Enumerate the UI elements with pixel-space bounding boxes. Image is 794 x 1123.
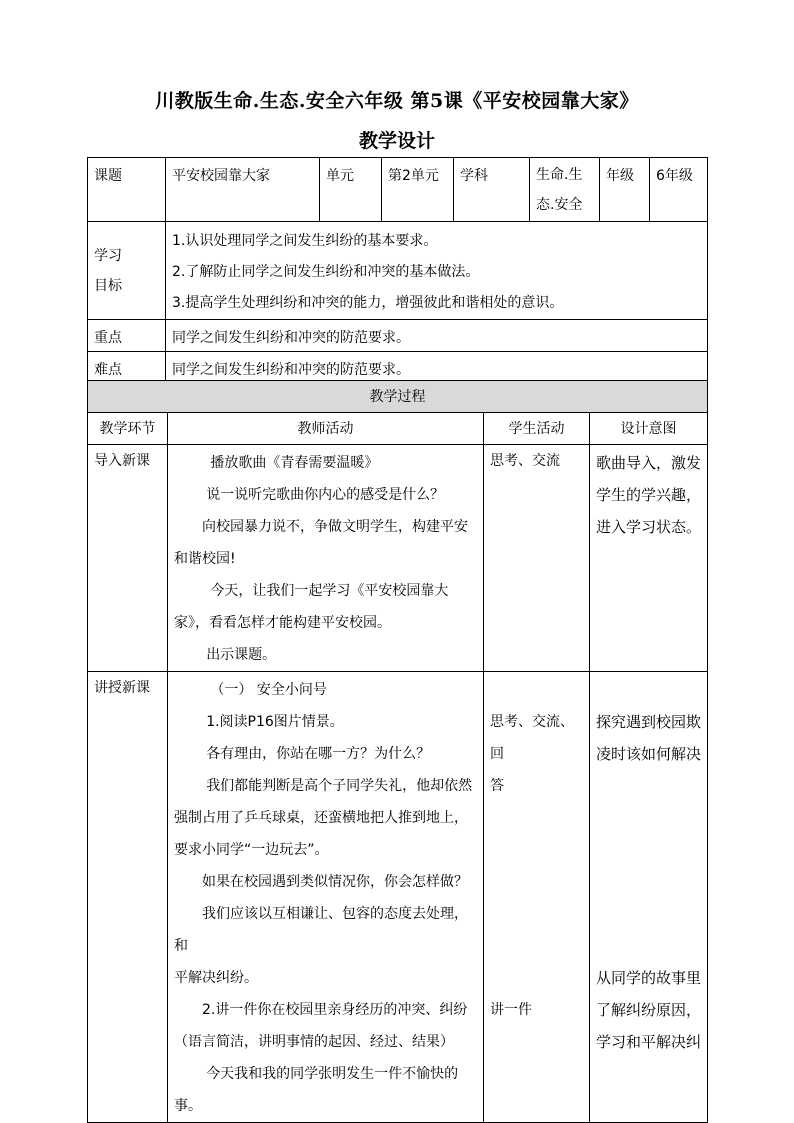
teacher-line: 播放歌曲《青春需要温暖》 bbox=[210, 455, 379, 471]
process-section-title: 教学过程 bbox=[88, 381, 708, 413]
teacher-line: 平解决纠纷。 bbox=[174, 970, 258, 986]
student-activity-intro: 思考、交流 bbox=[484, 445, 590, 672]
subject-label: 学科 bbox=[454, 158, 530, 222]
goals-label bbox=[88, 222, 166, 320]
stage-intro: 导入新课 bbox=[88, 445, 168, 672]
teacher-line: 出示课题。 bbox=[206, 647, 277, 663]
teacher-line: 和谐校园! bbox=[174, 551, 236, 567]
teacher-activity-intro bbox=[168, 445, 484, 672]
document-title: 川教版生命.生态.安全六年级 第5课《平安校园靠大家》 bbox=[155, 90, 639, 112]
design-intent-intro bbox=[590, 445, 708, 672]
teacher-line: 说一说听完歌曲你内心的感受是什么？ bbox=[206, 487, 445, 503]
difficulty-label: 难点 bbox=[88, 352, 166, 384]
teacher-line: 1.阅读P16图片情景。 bbox=[206, 714, 344, 730]
design-intent-teach bbox=[590, 672, 708, 1123]
goals-label-line-1: 学习 bbox=[94, 247, 122, 264]
grade-label: 年级 bbox=[600, 158, 650, 222]
intent-line: 歌曲导入，激发 bbox=[596, 454, 702, 472]
teacher-line: （语言简洁，讲明事情的起因、经过、结果） bbox=[174, 1034, 454, 1050]
teacher-line: 各有理由，你站在哪一方？为什么？ bbox=[206, 746, 431, 762]
intent-line: 从同学的故事里 bbox=[596, 969, 702, 987]
intent-line: 进入学习状态。 bbox=[596, 518, 702, 536]
intent-line: 学生的学兴趣， bbox=[596, 486, 702, 504]
teacher-line: 向校园暴力说不，争做文明学生，构建平安 bbox=[202, 519, 468, 535]
subject-value-line-1: 生命.生 bbox=[536, 167, 583, 183]
intent-line: 学习和平解决纠 bbox=[596, 1033, 702, 1051]
subject-value bbox=[530, 158, 600, 222]
goal-item: 1.认识处理同学之间发生纠纷的基本要求。 bbox=[172, 233, 438, 249]
document-subtitle: 教学设计 bbox=[358, 130, 435, 152]
grade-value: 6年级 bbox=[650, 158, 708, 222]
topic-value: 平安校园靠大家 bbox=[166, 158, 320, 222]
student-activity-teach bbox=[484, 672, 590, 1123]
unit-value: 第2单元 bbox=[382, 158, 454, 222]
teacher-line: 如果在校园遇到类似情况你，你会怎样做？ bbox=[202, 874, 468, 890]
process-table bbox=[87, 380, 708, 1123]
difficulty-value: 同学之间发生纠纷和冲突的防范要求。 bbox=[166, 352, 708, 384]
teacher-line: 2.讲一件你在校园里亲身经历的冲突、纠纷 bbox=[202, 1002, 468, 1018]
intent-line: 凌时该如何解决 bbox=[596, 745, 702, 763]
column-header: 学生活动 bbox=[484, 413, 590, 445]
teacher-line: （一） 安全小问号 bbox=[210, 682, 327, 698]
student-line: 思考、交流、回 bbox=[490, 714, 574, 762]
student-line: 讲一件 bbox=[490, 1002, 532, 1018]
column-header: 设计意图 bbox=[590, 413, 708, 445]
student-line: 答 bbox=[490, 778, 504, 794]
goal-item: 2.了解防止同学之间发生纠纷和冲突的基本做法。 bbox=[172, 264, 480, 280]
intent-line: 探究遇到校园欺 bbox=[596, 713, 702, 731]
unit-label: 单元 bbox=[320, 158, 382, 222]
teacher-line: 强制占用了乒乓球桌，还蛮横地把人推到地上， bbox=[174, 810, 468, 826]
topic-label: 课题 bbox=[88, 158, 166, 222]
teacher-line: 我们应该以互相谦让、包容的态度去处理，和 bbox=[174, 906, 468, 954]
teacher-line: 今天我和我的同学张明发生一件不愉快的事。 bbox=[174, 1066, 459, 1114]
goals-content bbox=[166, 222, 708, 320]
teacher-line: 我们都能判断是高个子同学失礼，他却依然 bbox=[206, 778, 473, 794]
key-point-value: 同学之间发生纠纷和冲突的防范要求。 bbox=[166, 320, 708, 352]
teacher-line: 今天，让我们一起学习《平安校园靠大 bbox=[210, 583, 449, 599]
teacher-line: 家》，看看怎样才能构建平安校园。 bbox=[174, 615, 391, 631]
column-header: 教学环节 bbox=[88, 413, 168, 445]
info-table bbox=[87, 157, 708, 384]
goals-label-line-2: 目标 bbox=[94, 277, 122, 294]
goal-item: 3.提高学生处理纠纷和冲突的能力，增强彼此和谐相处的意识。 bbox=[172, 295, 564, 311]
subject-value-line-2: 态.安全 bbox=[536, 197, 583, 213]
teacher-line: 要求小同学“一边玩去”。 bbox=[174, 842, 329, 858]
column-header: 教师活动 bbox=[168, 413, 484, 445]
stage-teach: 讲授新课 bbox=[88, 672, 168, 1123]
teacher-activity-teach bbox=[168, 672, 484, 1123]
key-point-label: 重点 bbox=[88, 320, 166, 352]
intent-line: 了解纠纷原因， bbox=[596, 1001, 702, 1019]
